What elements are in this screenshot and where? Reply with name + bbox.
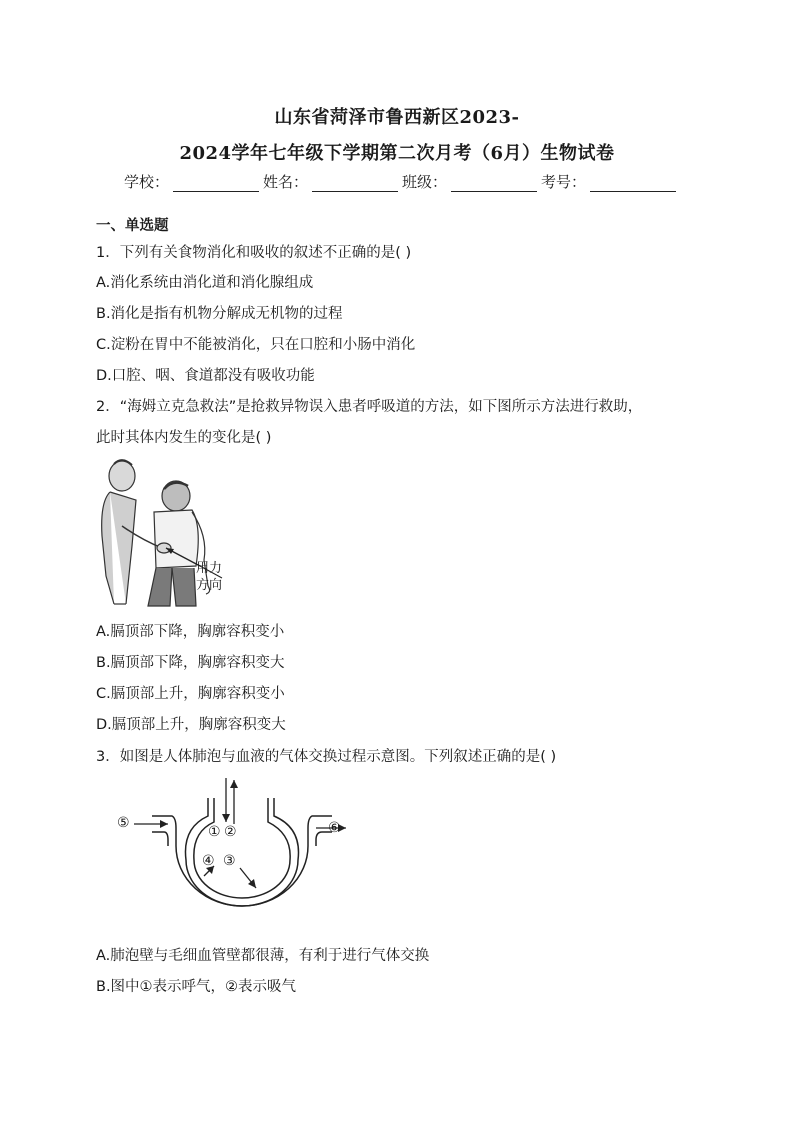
q3-option-b: B.图中①表示呼气，②表示吸气 xyxy=(96,979,297,995)
force-label-line-1: 用力 xyxy=(196,561,223,576)
q1-option-d: D.口腔、咽、食道都没有吸收功能 xyxy=(96,368,315,384)
class-blank xyxy=(451,175,537,192)
q1-option-a: A.消化系统由消化道和消化腺组成 xyxy=(96,275,314,291)
student-info-row xyxy=(124,171,680,192)
exam-number-label: 考号： xyxy=(541,173,587,191)
question-2-stem-line-1: 2．“海姆立克急救法”是抢救异物误入患者呼吸道的方法，如下图所示方法进行救助， xyxy=(96,399,643,415)
class-label: 班级： xyxy=(402,173,448,191)
q2-option-a: A.膈顶部下降，胸廓容积变小 xyxy=(96,624,285,640)
exam-number-blank xyxy=(590,175,676,192)
section-heading: 一、单选题 xyxy=(96,218,169,234)
question-1-stem: 1．下列有关食物消化和吸收的叙述不正确的是( ) xyxy=(96,245,412,261)
label-four: ④ xyxy=(202,853,215,869)
question-3-stem: 3．如图是人体肺泡与血液的气体交换过程示意图。下列叙述正确的是( ) xyxy=(96,749,557,765)
alveolus-gas-exchange-diagram xyxy=(110,776,360,916)
label-six: ⑥ xyxy=(328,820,341,836)
q1-option-b: B.消化是指有机物分解成无机物的过程 xyxy=(96,306,343,322)
q2-option-d: D.膈顶部上升，胸廓容积变大 xyxy=(96,717,286,733)
label-one: ① xyxy=(208,824,221,840)
q3-option-a: A.肺泡壁与毛细血管壁都很薄，有利于进行气体交换 xyxy=(96,948,430,964)
school-blank xyxy=(173,175,259,192)
label-three: ③ xyxy=(223,853,236,869)
name-label: 姓名： xyxy=(263,173,309,191)
label-five: ⑤ xyxy=(117,815,130,831)
title-line-1: 山东省菏泽市鲁西新区2023- xyxy=(274,107,520,128)
q2-option-c: C.膈顶部上升，胸廓容积变小 xyxy=(96,686,285,702)
label-two: ② xyxy=(224,824,237,840)
name-blank xyxy=(312,175,398,192)
q1-option-c: C.淀粉在胃中不能被消化，只在口腔和小肠中消化 xyxy=(96,337,416,353)
question-2-stem-line-2: 此时其体内发生的变化是( ) xyxy=(96,430,272,446)
force-label-line-2: 方向 xyxy=(196,578,223,593)
heimlich-illustration xyxy=(96,456,266,610)
q2-option-b: B.膈顶部下降，胸廓容积变大 xyxy=(96,655,285,671)
school-label: 学校： xyxy=(124,173,170,191)
title-line-2: 2024学年七年级下学期第二次月考（6月）生物试卷 xyxy=(179,143,615,164)
